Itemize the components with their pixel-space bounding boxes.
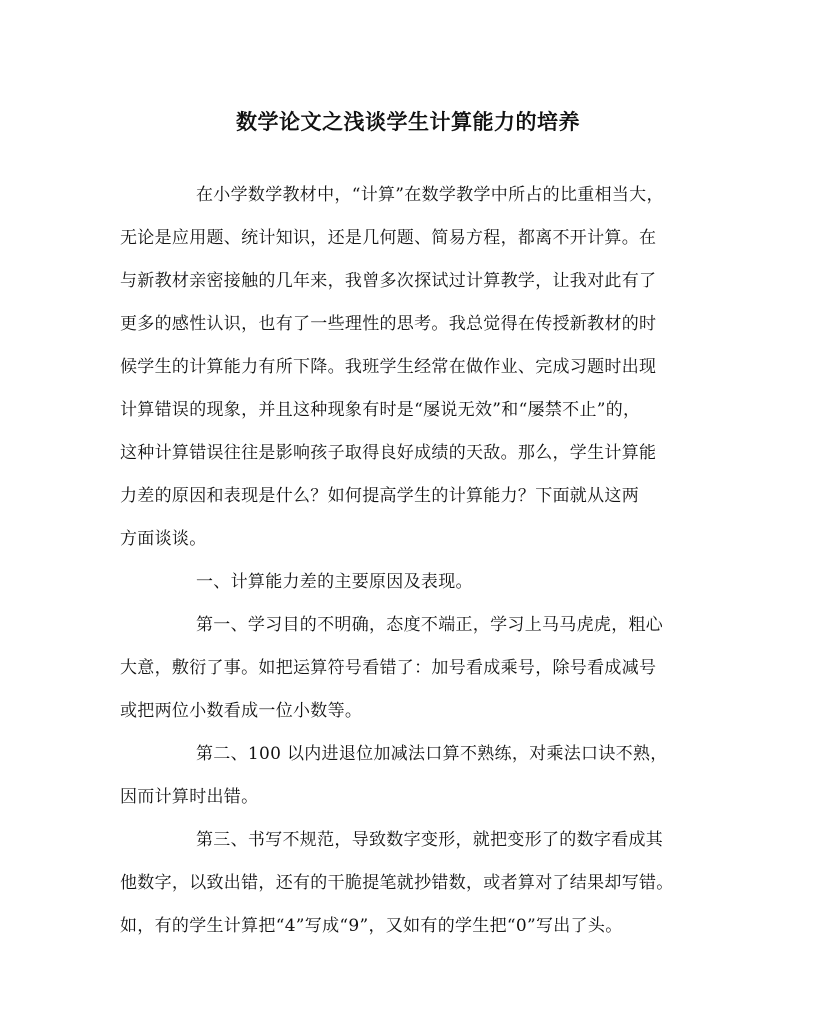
paragraph-line: 因而计算时出错。 <box>120 787 259 807</box>
paragraph-line: 方面谈谈。 <box>120 529 207 549</box>
paragraph-line: 在小学数学教材中，“计算”在数学教学中所占的比重相当大， <box>196 185 664 205</box>
paragraph-line: 或把两位小数看成一位小数等。 <box>120 701 363 721</box>
paragraph-line: 与新教材亲密接触的几年来，我曾多次探试过计算教学，让我对此有了 <box>120 271 657 291</box>
paragraph-line: 大意，敷衍了事。如把运算符号看错了：加号看成乘号，除号看成减号 <box>120 658 657 678</box>
paragraph-line: 第一、学习目的不明确，态度不端正，学习上马马虎虎，粗心 <box>196 615 664 635</box>
section-heading: 一、计算能力差的主要原因及表现。 <box>196 572 473 592</box>
paragraph-line: 这种计算错误往往是影响孩子取得良好成绩的天敌。那么，学生计算能 <box>120 443 657 463</box>
paragraph-line: 计算错误的现象，并且这种现象有时是“屡说无效”和“屡禁不止”的， <box>120 400 641 420</box>
paragraph-line: 更多的感性认识，也有了一些理性的思考。我总觉得在传授新教材的时 <box>120 314 657 334</box>
paragraph-line: 力差的原因和表现是什么？如何提高学生的计算能力？下面就从这两 <box>120 486 639 506</box>
document-title: 数学论文之浅谈学生计算能力的培养 <box>236 109 580 134</box>
paragraph-line: 第三、书写不规范，导致数字变形，就把变形了的数字看成其 <box>196 830 664 850</box>
paragraph-line: 如，有的学生计算把“4”写成“9”，又如有的学生把“0”写出了头。 <box>120 916 623 936</box>
paragraph-line: 第二、100 以内进退位加减法口算不熟练，对乘法口诀不熟， <box>196 744 668 764</box>
paragraph-line: 无论是应用题、统计知识，还是几何题、简易方程，都离不开计算。在 <box>120 228 657 248</box>
paragraph-line: 候学生的计算能力有所下降。我班学生经常在做作业、完成习题时出现 <box>120 357 657 377</box>
paragraph-line: 他数字，以致出错，还有的干脆提笔就抄错数，或者算对了结果却写错。 <box>120 873 674 893</box>
